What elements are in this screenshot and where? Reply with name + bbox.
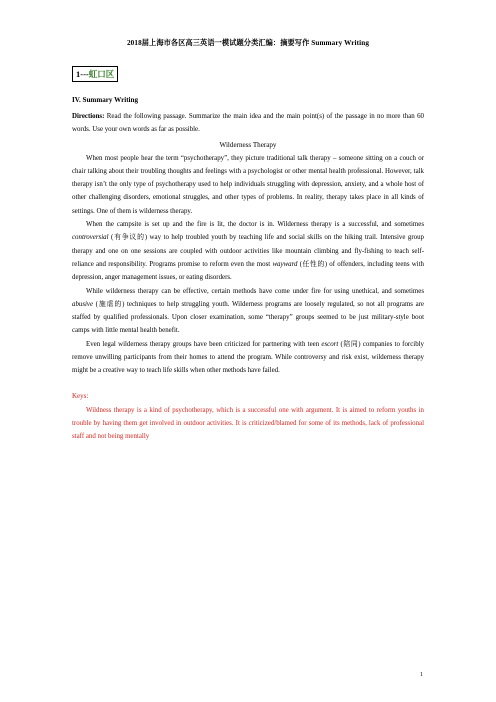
gloss-controversial: (有争议的) [108,234,148,242]
passage-paragraph-2 [72,218,424,284]
p2-text-c: of offenders, including teens with depression, anger management issues, or eating disorders. [72,260,425,282]
keys-label: Keys: [72,391,89,400]
document-content [72,96,424,444]
gloss-abusive: (施虐的) [93,300,125,308]
directions-label: Directions: [72,113,105,120]
gloss-escort: (陪同) companies to forcibly remove unwilling participants from their homes to attend the program. While controversy and risk exist, wilderness therapy might be a creative way to teach life skills when other methods have failed. [72,340,424,375]
keys-text: Wildness therapy is a kind of psychotherapy, which is a successful one with argument. It is aimed to reform youths in trouble by having them get involved in outdoor activities. It is criticized/blamed for some of its methods, lack of professional staff and not being mentally [72,406,424,441]
glossed-word-controversial: controversial [72,234,109,242]
p4-text-a: Even legal wilderness therapy groups have been criticized for partnering with teen [86,340,322,348]
p3-text-b: techniques to help struggling youth. Wilderness programs are loosely regulated, so not all programs are staffed by qualified professionals. Upon closer examination, some “therapy” groups seemed to be just military-style boot camps with little mental health benefit. [72,300,424,335]
district-number: 1--- [76,69,89,79]
directions-paragraph [72,110,424,137]
glossed-word-abusive: abusive [72,300,94,308]
p2-text-b: way to help troubled youth by teaching life and social skills on the hiking trail. Intensive group therapy and one on one sessions are coupled with outdoor activities like mountain climbing and fly-fishing to teach self-reliance and responsibility. Programs promise to reform even the most [72,234,424,268]
page-header: 2018届上海市各区高三英语一模试题分类汇编：摘要写作 Summary Writing [126,39,370,47]
district-name: 虹口区 [88,69,115,79]
glossed-word-wayward: wayward [272,260,298,268]
page-number: 1 [420,672,423,678]
passage-paragraph-1: When most people hear the term “psychotherapy”, they picture traditional talk therapy – someone sitting on a couch or chair talking about their troubling thoughts and feelings with a psychologist or other mental health professional. However, talk therapy isn’t the only type of psychotherapy used to help individuals struggling with depression, anxiety, and a whole host of other challenging disorders, emotional struggles, and other types of problems. In reality, therapy takes place in all kinds of settings. One of them is wilderness therapy. [72,154,424,215]
district-label-box [72,66,118,82]
passage-paragraph-4 [72,338,424,378]
gloss-wayward: (任性的) [297,260,328,268]
passage-paragraph-3 [72,285,424,338]
section-title: IV. Summary Writing [72,96,139,104]
passage-title: Wilderness Therapy [219,140,277,149]
glossed-word-escort: escort [321,340,339,348]
p3-text-a: While wilderness therapy can be effective, certain methods have come under fire for using unethical, and sometimes [86,287,424,295]
p2-text-a: When the campsite is set up and the fire is lit, the doctor is in. Wilderness therapy is a successful, and sometimes [86,221,424,229]
directions-text: Read the following passage. Summarize the main idea and the main point(s) of the passage in no more than 60 words. Use your own words as far as possible. [72,113,424,134]
